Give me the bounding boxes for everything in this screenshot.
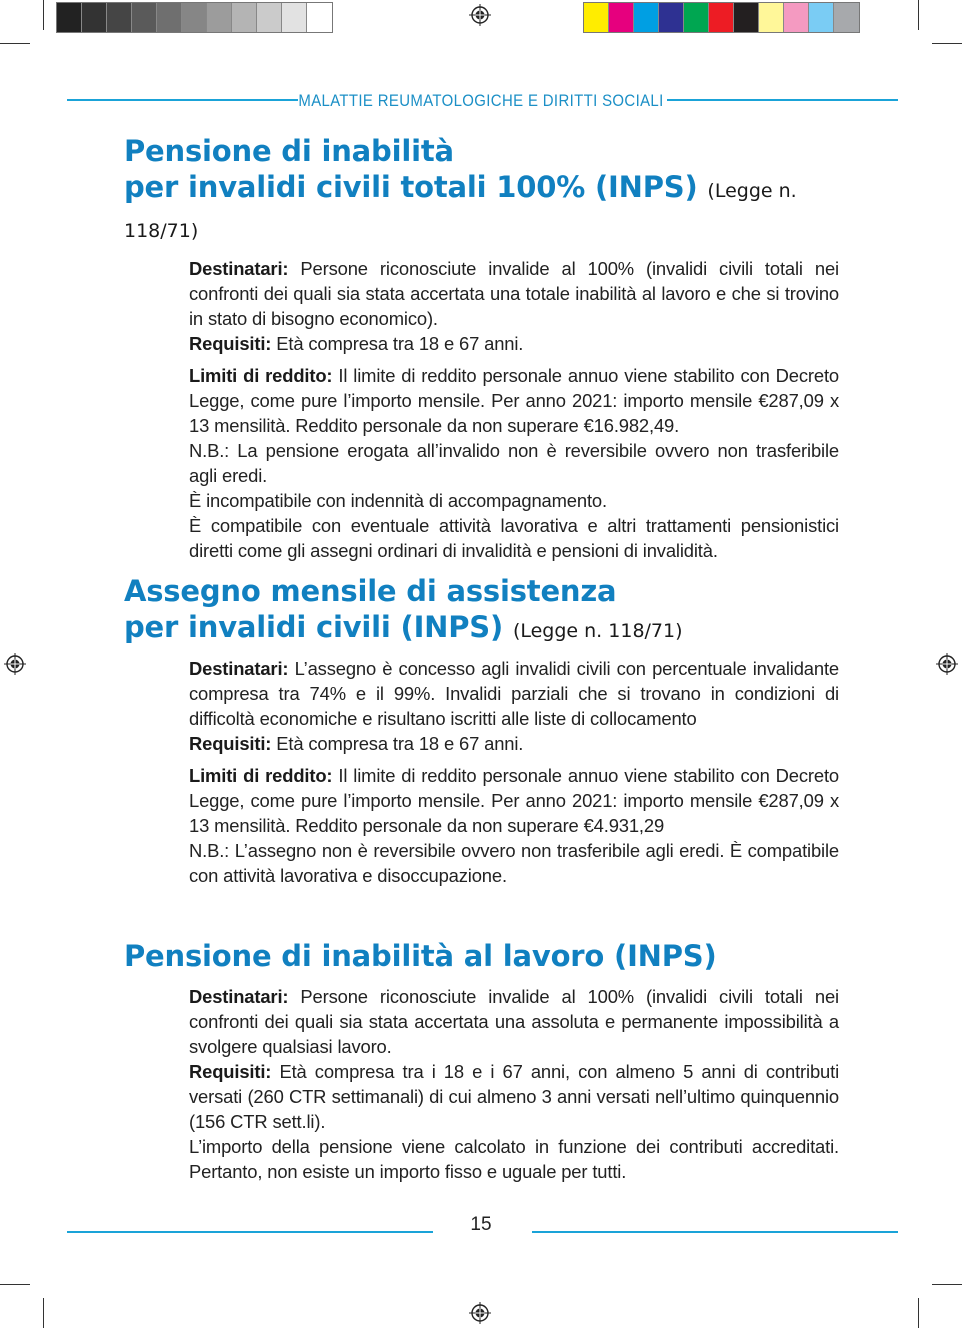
income-limits-text: Il limite di reddito personale annuo viene stabilito con Decreto Legge, come pure l’importo mensile. Per anno 2021: importo mensile €287,09 x 13 mensilità. Reddito personale da non superare €16.982,49. <box>189 365 839 436</box>
gray-swatch <box>207 3 232 32</box>
income-limits-label: Limiti di reddito: <box>189 765 333 786</box>
light-cyan-swatch <box>809 3 834 32</box>
crop-mark <box>918 0 919 30</box>
running-header: MALATTIE REUMATOLOGICHE E DIRITTI SOCIALI <box>298 91 664 110</box>
black-swatch <box>734 3 759 32</box>
heading-line-2: per invalidi civili totali 100% (INPS) <box>124 170 698 204</box>
crop-mark <box>43 1298 44 1328</box>
recipients-text: Persone riconosciute invalide al 100% (invalidi civili totali nei confronti dei quali sia stata accertata una totale inabilità al lavoro e che si trovino in stato di bisogno economico). <box>189 258 839 329</box>
compatibility-note: È compatibile con eventuale attività lavorativa e altri trattamenti pensionistici diretti come gli assegni ordinari di invalidità e pensioni di invalidità. <box>189 515 839 561</box>
income-limits-label: Limiti di reddito: <box>189 365 333 386</box>
requirements-paragraph <box>189 1059 839 1134</box>
recipients-label: Destinatari: <box>189 258 289 279</box>
recipients-paragraph <box>189 656 839 731</box>
recipients-paragraph <box>189 256 839 331</box>
section-assegno-mensile-assistenza <box>124 573 844 888</box>
section-heading <box>124 573 844 649</box>
cmyk-color-bar <box>583 2 860 33</box>
gray-swatch <box>282 3 307 32</box>
recipients-label: Destinatari: <box>189 658 289 679</box>
light-yellow-swatch <box>759 3 784 32</box>
section-body <box>189 984 839 1184</box>
pink-swatch <box>784 3 809 32</box>
recipients-label: Destinatari: <box>189 986 289 1007</box>
recipients-paragraph <box>189 984 839 1059</box>
amount-note: L’importo della pensione viene calcolato in funzione dei contributi accreditati. Pertanto, non esiste un importo fisso e uguale per tutti. <box>189 1136 839 1182</box>
crop-mark <box>932 1284 962 1285</box>
crop-mark <box>0 1284 30 1285</box>
gray-swatch <box>57 3 82 32</box>
nb-note: N.B.: La pensione erogata all’invalido non è reversibile ovvero non trasferibile agli eredi. <box>189 440 839 486</box>
section-pensione-inabilita-lavoro <box>124 938 844 1184</box>
gray-swatch <box>182 3 207 32</box>
blue-swatch <box>659 3 684 32</box>
section-pensione-inabilita-invalidi-totali <box>124 133 844 563</box>
registration-mark-icon <box>936 653 958 675</box>
crop-mark <box>43 0 44 30</box>
requirements-text: Età compresa tra i 18 e i 67 anni, con almeno 5 anni di contributi versati (260 CTR settimanali) di cui almeno 3 anni versati nell’ultimo quinquennio (156 CTR sett.li). <box>189 1061 839 1132</box>
gray-swatch <box>307 3 332 32</box>
requirements-paragraph <box>189 731 839 756</box>
green-swatch <box>684 3 709 32</box>
crop-mark <box>0 43 30 44</box>
page-number: 15 <box>470 1214 492 1235</box>
gray-swatch <box>232 3 257 32</box>
registration-mark-icon <box>4 653 26 675</box>
requirements-label: Requisiti: <box>189 333 272 354</box>
header-rule-right <box>667 99 898 101</box>
requirements-paragraph <box>189 331 839 356</box>
registration-mark-icon <box>469 4 491 26</box>
law-reference: (Legge n. 118/71) <box>124 180 797 242</box>
requirements-text: Età compresa tra 18 e 67 anni. <box>271 733 524 754</box>
gray-swatch <box>834 3 859 32</box>
requirements-label: Requisiti: <box>189 1061 272 1082</box>
requirements-label: Requisiti: <box>189 733 272 754</box>
footer-rule-right <box>532 1231 898 1233</box>
crop-mark <box>918 1298 919 1328</box>
gray-swatch <box>257 3 282 32</box>
gray-swatch <box>157 3 182 32</box>
income-limits-text: Il limite di reddito personale annuo viene stabilito con Decreto Legge, come pure l’importo mensile. Per anno 2021: importo mensile €287,09 x 13 mensilità. Reddito personale da non superare €4.931,29 <box>189 765 839 836</box>
section-heading <box>124 133 844 249</box>
red-swatch <box>709 3 734 32</box>
heading-line-1: Pensione di inabilità <box>124 134 454 168</box>
law-reference: (Legge n. 118/71) <box>512 620 683 642</box>
crop-mark <box>932 43 962 44</box>
recipients-text: L’assegno è concesso agli invalidi civili con percentuale invalidante compresa tra 74% e il 99%. Invalidi parziali che si trovano in condizioni di difficoltà economiche e risultano iscritti alle liste di collocamento <box>189 658 839 729</box>
heading-line-2: per invalidi civili (INPS) <box>124 610 504 644</box>
heading-line-1: Assegno mensile di assistenza <box>124 574 617 608</box>
incompatibility-note: È incompatibile con indennità di accompagnamento. <box>189 490 607 511</box>
requirements-text: Età compresa tra 18 e 67 anni. <box>271 333 524 354</box>
recipients-text: Persone riconosciute invalide al 100% (invalidi civili totali nei confronti dei quali sia stata accertata una assoluta e permanente impossibilità a svolgere qualsiasi lavoro. <box>189 986 839 1057</box>
cyan-swatch <box>634 3 659 32</box>
section-body <box>189 656 839 888</box>
income-limits-paragraph <box>189 763 839 838</box>
gray-swatch <box>107 3 132 32</box>
magenta-swatch <box>609 3 634 32</box>
income-limits-paragraph <box>189 363 839 438</box>
yellow-swatch <box>584 3 609 32</box>
nb-note: N.B.: L’assegno non è reversibile ovvero non trasferibile agli eredi. È compatibile con attività lavorativa e disoccupazione. <box>189 840 839 886</box>
gray-swatch <box>82 3 107 32</box>
gray-swatch <box>132 3 157 32</box>
registration-mark-icon <box>469 1302 491 1324</box>
grayscale-color-bar <box>56 2 333 33</box>
section-body <box>189 256 839 563</box>
section-heading: Pensione di inabilità al lavoro (INPS) <box>124 939 717 973</box>
